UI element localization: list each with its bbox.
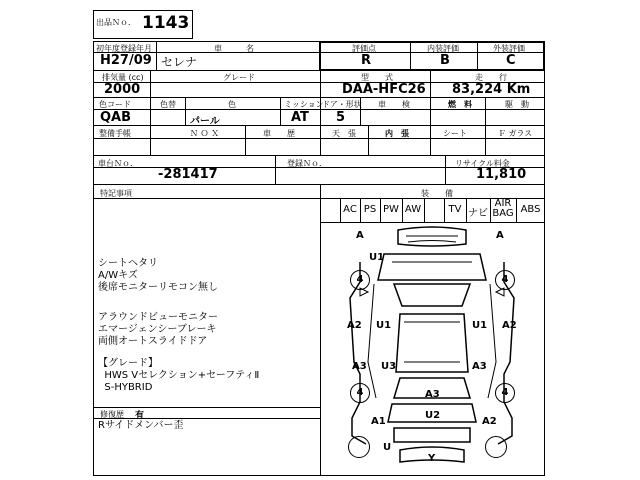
mark-a2-left: A2: [347, 320, 362, 331]
color-change-header: 色替: [160, 100, 176, 109]
note-line: HWS Vセレクション+セーフティⅡ: [98, 370, 260, 381]
equip-aw: AW: [404, 204, 422, 215]
notes-list: [98, 258, 318, 394]
mark-u3: U3: [381, 361, 397, 372]
color-value: パール: [190, 116, 220, 127]
mark-a2-right: A2: [502, 320, 517, 331]
color-code-header: 色コード: [99, 100, 131, 109]
note-line: [98, 294, 318, 312]
mark-a2-rear: A2: [482, 416, 497, 427]
note-line: [98, 348, 318, 358]
equip-pw: PW: [383, 204, 399, 215]
transmission-value: AT: [291, 110, 309, 125]
interior-header: 内装評価: [427, 44, 459, 53]
displacement-header: 排気量 (cc): [102, 73, 144, 82]
note-line: 【グレード】: [98, 358, 158, 369]
model-header: 型 式: [361, 73, 393, 82]
repair-value: 有: [135, 411, 145, 421]
service-book-header: 整備手帳: [99, 129, 131, 138]
equip-abs: ABS: [520, 204, 541, 215]
mark-a1-left: A1: [371, 416, 386, 427]
transmission-header: ミッション: [284, 100, 324, 109]
note-line: エマージェンシーブレーキ: [98, 324, 217, 335]
mark-a3-left: A3: [352, 361, 367, 372]
chassis-value: -281417: [158, 167, 218, 182]
mark-a-front-right: A: [496, 230, 504, 241]
chassis-header: 車台Ｎｏ．: [98, 159, 138, 168]
tire-front-left: 4: [350, 270, 370, 290]
car-name-value: セレナ: [161, 55, 198, 69]
mileage-value: 83,224 Km: [452, 82, 531, 97]
doors-header: ドア・形状: [322, 100, 362, 109]
mileage-header: 走 行: [475, 73, 507, 82]
car-name-header: 車 名: [214, 44, 254, 53]
seat-header: シート: [443, 129, 467, 138]
interior-trim-header: 内 張: [385, 129, 409, 138]
registration-header: 登録Ｎｏ．: [287, 159, 327, 168]
tire-rear-right: 4: [495, 383, 515, 403]
interior-value: B: [440, 53, 450, 68]
lot-number: 1143: [142, 13, 190, 33]
mark-a3-rear: A3: [425, 389, 440, 400]
nox-header: Ｎ Ｏ Ｘ: [190, 129, 220, 138]
repair-detail: Rサイドメンバー歪: [98, 420, 184, 431]
recycle-header: リサイクル料金: [455, 159, 510, 168]
note-line: アラウンドビューモニター: [98, 312, 218, 323]
equip-ac: AC: [343, 204, 357, 215]
notes-header: 特記事項: [100, 189, 132, 198]
repair-label: 修復歴: [100, 410, 124, 419]
first-registration-value: H27/09: [100, 53, 152, 68]
recycle-value: 11,810: [476, 167, 527, 182]
mark-y-bottom: Y: [428, 453, 436, 464]
doors-value: 5: [336, 110, 346, 125]
model-value: DAA-HFC26: [342, 82, 426, 97]
front-glass-header: Ｆ ガラス: [498, 129, 533, 138]
mark-u1-top: U1: [369, 252, 385, 263]
grade-header: グレード: [223, 73, 255, 82]
mark-u1-right: U1: [472, 320, 488, 331]
inspection-header: 車 検: [378, 100, 410, 109]
roof-outline: [396, 314, 468, 372]
mark-u-bottom: U: [383, 442, 392, 453]
rear-bumper-outline: [394, 428, 470, 442]
note-line: 後席モニターリモコン無し: [98, 282, 218, 293]
note-line: A/Wキズ: [98, 270, 138, 281]
equip-navi: ナビ: [468, 208, 488, 219]
mark-a3-right: A3: [472, 361, 487, 372]
exterior-header: 外装評価: [493, 44, 525, 53]
equipment-header: 装 備: [421, 189, 453, 198]
score-header: 評価点: [352, 44, 376, 53]
color-code-value: QAB: [100, 110, 132, 125]
score-value: R: [361, 53, 372, 68]
tire-front-right: 4: [495, 270, 515, 290]
exterior-value: C: [506, 53, 516, 68]
note-line: S-HYBRID: [98, 382, 153, 393]
mark-u2: U2: [425, 410, 441, 421]
note-line: シートヘタリ: [98, 258, 158, 269]
first-registration-header: 初年度登録年月: [96, 44, 152, 53]
equip-ps: PS: [363, 204, 377, 215]
hood-outline: [378, 254, 486, 280]
equip-airbag: AIR BAG: [492, 198, 514, 219]
equipment-grid: [320, 198, 545, 222]
displacement-value: 2000: [104, 82, 141, 97]
drive-header: 駆 動: [505, 100, 529, 109]
equip-tv: TV: [448, 204, 462, 215]
history-header: 車 歴: [263, 129, 295, 138]
mark-u1-left: U1: [376, 320, 392, 331]
note-line: 両側オートスライドドア: [98, 336, 208, 347]
tire-rear-left: 4: [350, 383, 370, 403]
ceiling-header: 天 張: [332, 129, 356, 138]
lot-label: 出品Ｎｏ．: [96, 18, 136, 27]
windshield-outline: [394, 284, 470, 306]
spare-tire-left-icon: [348, 436, 370, 458]
color-header: 色: [228, 100, 236, 109]
mark-a-front-left: A: [356, 230, 364, 241]
fuel-header: 燃 料: [448, 100, 472, 109]
spare-tire-right-icon: [485, 436, 507, 458]
